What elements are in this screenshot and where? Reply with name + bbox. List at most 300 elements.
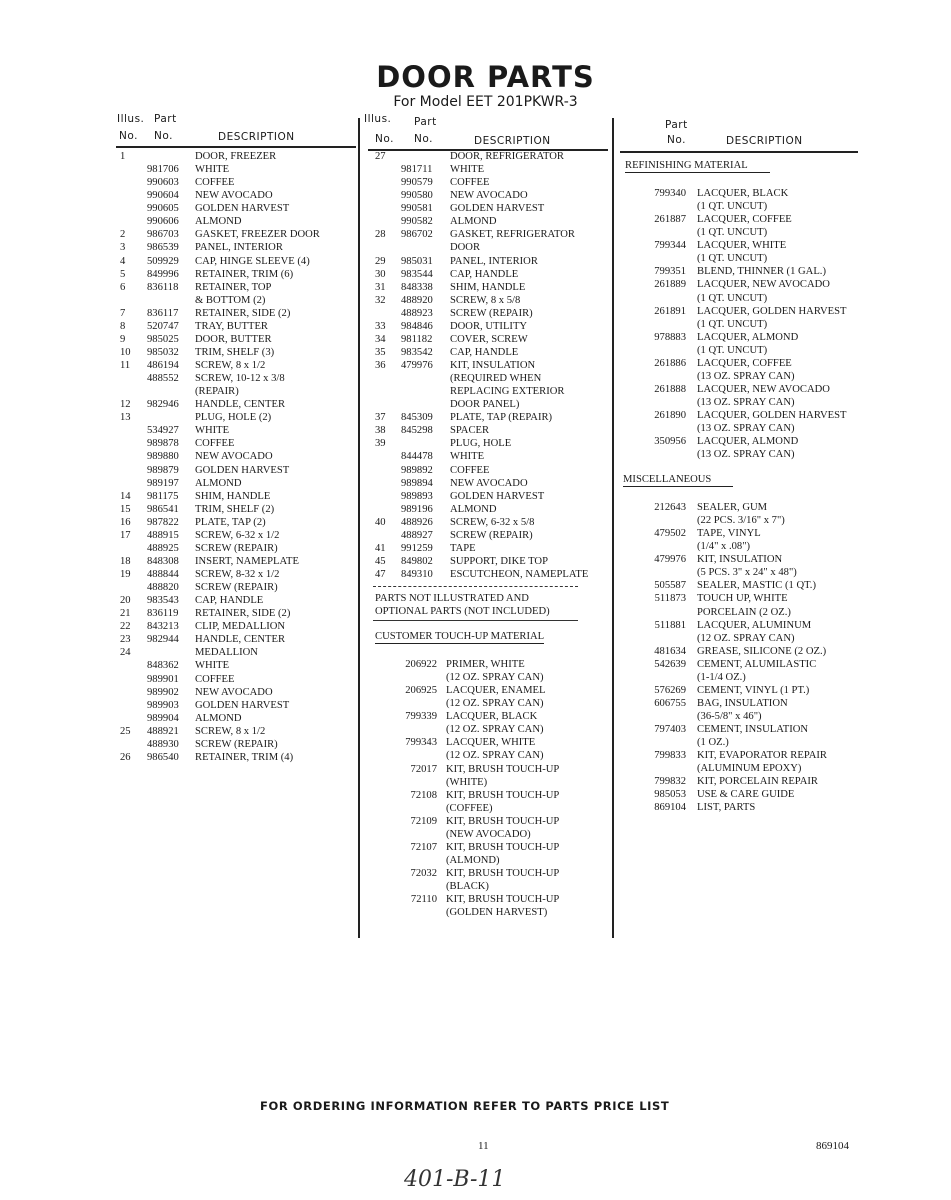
illus-header: Illus. — [364, 113, 392, 125]
part-number: 989902 — [147, 686, 179, 698]
part-number: 488927 — [401, 529, 433, 541]
parts-row — [0, 527, 951, 540]
page-title: DOOR PARTS — [376, 60, 595, 94]
description: LACQUER, COFFEE — [697, 357, 792, 369]
illus-number: 36 — [375, 360, 386, 371]
description: NEW AVOCADO — [195, 190, 273, 202]
header-rule — [620, 151, 858, 153]
parts-row — [0, 278, 951, 291]
description: LIST, PARTS — [697, 802, 756, 814]
description: NEW AVOCADO — [195, 686, 273, 698]
part-number: 488926 — [401, 516, 433, 528]
part-number: 72107 — [410, 841, 437, 853]
refinishing-list — [0, 187, 951, 461]
description: ALMOND — [195, 712, 242, 724]
description: SHIM, HANDLE — [450, 281, 526, 293]
description: NEW AVOCADO — [450, 190, 528, 202]
part-number: 990603 — [147, 177, 179, 189]
description: RETAINER, TOP — [195, 281, 272, 293]
description: CEMENT, INSULATION — [697, 724, 809, 736]
part-number: 989893 — [401, 490, 433, 502]
part-number: 72109 — [410, 815, 437, 827]
description: CAP, HINGE SLEEVE (4) — [195, 255, 310, 267]
part-no-header: No. — [154, 130, 173, 142]
description: (36-5/8" x 46") — [697, 711, 762, 722]
illus-number: 29 — [375, 255, 386, 267]
parts-row — [0, 409, 951, 422]
part-number: 990581 — [401, 203, 433, 215]
part-number: 848308 — [147, 555, 179, 567]
part-number: 843213 — [147, 621, 179, 633]
part-number: 989880 — [147, 451, 179, 463]
part-number: 799833 — [654, 750, 686, 762]
part-number: 989904 — [147, 712, 179, 724]
parts-row — [0, 723, 951, 736]
description: (ALMOND) — [446, 854, 500, 866]
parts-row — [0, 383, 951, 396]
description: (NEW AVOCADO) — [446, 828, 531, 840]
part-number: 488923 — [401, 307, 433, 319]
description: SUPPORT, DIKE TOP — [450, 555, 548, 567]
description: (12 OZ. SPRAY CAN) — [446, 724, 544, 736]
part-number: 986703 — [147, 229, 179, 241]
description: NEW AVOCADO — [450, 477, 528, 489]
parts-row — [0, 671, 951, 684]
parts-row — [0, 762, 951, 775]
description: KIT, BRUSH TOUCH-UP — [446, 894, 560, 906]
parts-row — [0, 370, 951, 383]
description: KIT, PORCELAIN REPAIR — [697, 776, 818, 788]
part-number: 982946 — [147, 399, 179, 411]
part-number: 986541 — [147, 503, 179, 515]
description-header: DESCRIPTION — [218, 131, 295, 143]
description: (REPAIR) — [195, 386, 239, 398]
part-no-header: No. — [414, 133, 433, 145]
description: WHITE — [195, 164, 230, 176]
part-number: 799832 — [654, 776, 686, 788]
description: DOOR, BUTTER — [195, 333, 272, 345]
part-number: 799351 — [654, 266, 686, 278]
description: KIT, BRUSH TOUCH-UP — [446, 763, 560, 775]
description: PLATE, TAP (REPAIR) — [450, 412, 553, 424]
part-number: 986702 — [401, 229, 433, 241]
parts-row — [0, 566, 951, 579]
part-number: 479976 — [401, 360, 433, 371]
parts-row — [0, 867, 612, 880]
description: SCREW (REPAIR) — [195, 582, 278, 594]
part-number: 989892 — [401, 464, 433, 476]
description: CAP, HANDLE — [450, 346, 519, 358]
part-number: 799340 — [654, 188, 686, 199]
description: GOLDEN HARVEST — [195, 464, 290, 476]
description: TOUCH UP, WHITE — [697, 593, 788, 605]
description: LACQUER, ENAMEL — [446, 685, 546, 697]
part-number: 488820 — [147, 582, 179, 594]
description: SCREW (REPAIR) — [195, 738, 278, 750]
illus-number: 17 — [120, 529, 131, 541]
description: SCREW (REPAIR) — [450, 307, 533, 319]
part-number: 836117 — [147, 307, 179, 319]
parts-row — [0, 435, 951, 448]
part-number: 990580 — [401, 190, 433, 202]
description: LACQUER, WHITE — [697, 240, 787, 252]
description: REPLACING EXTERIOR — [450, 386, 565, 398]
part-number: 261890 — [654, 410, 686, 422]
handwritten-annotation: 401-B-11 — [404, 1167, 506, 1192]
illus-number: 2 — [120, 229, 126, 241]
description: (5 PCS. 3" x 24" x 48") — [697, 567, 797, 579]
part-number: 982944 — [147, 634, 179, 646]
part-number: 983544 — [401, 268, 433, 280]
description-header: DESCRIPTION — [726, 135, 803, 147]
illus-number: 39 — [375, 438, 386, 450]
description: INSERT, NAMEPLATE — [195, 555, 299, 567]
part-number: 576269 — [654, 684, 686, 696]
description: SCREW, 8 x 1/2 — [195, 360, 266, 371]
parts-row — [0, 163, 612, 176]
illus-number: 47 — [375, 569, 386, 580]
part-number: 849996 — [147, 268, 179, 280]
parts-row — [0, 540, 951, 553]
description: (1 OZ.) — [697, 737, 729, 749]
description: (1 QT. UNCUT) — [697, 292, 768, 304]
description: LACQUER, BLACK — [446, 711, 538, 723]
description: WHITE — [450, 164, 485, 176]
description: (1 QT. UNCUT) — [697, 201, 768, 213]
part-number: 206925 — [405, 685, 437, 697]
part-number: 990579 — [401, 177, 433, 189]
description: (1/4" x .08") — [697, 541, 751, 553]
part-number: 849310 — [401, 569, 433, 580]
description: KIT, EVAPORATOR REPAIR — [697, 750, 827, 762]
description: (12 OZ. SPRAY CAN) — [697, 632, 795, 644]
description: SCREW, 8 x 1/2 — [195, 725, 266, 737]
description: (BLACK) — [446, 881, 489, 893]
description: RETAINER, SIDE (2) — [195, 307, 291, 319]
illus-number: 30 — [375, 268, 386, 280]
part-number: 511873 — [654, 593, 686, 605]
parts-row — [0, 464, 612, 477]
description: (13 OZ. SPRAY CAN) — [697, 397, 795, 408]
parts-row — [0, 632, 951, 645]
description: RETAINER, TRIM (6) — [195, 268, 294, 280]
refinishing-heading: REFINISHING MATERIAL — [625, 160, 770, 173]
parts-row — [0, 150, 612, 163]
description: LACQUER, ALMOND — [697, 436, 799, 448]
illus-number: 25 — [120, 725, 131, 737]
description: (22 PCS. 3/16" x 7") — [697, 515, 785, 527]
part-number: 848338 — [401, 281, 433, 293]
parts-row — [0, 619, 951, 632]
parts-row — [0, 606, 951, 619]
optional-parts-heading: OPTIONAL PARTS (NOT INCLUDED) — [375, 606, 550, 617]
parts-row — [0, 501, 951, 514]
parts-row — [0, 906, 612, 919]
description: (1 QT. UNCUT) — [697, 344, 768, 356]
description: BAG, INSULATION — [697, 697, 788, 709]
description: SEALER, GUM — [697, 502, 768, 513]
description: GOLDEN HARVEST — [195, 699, 290, 711]
illus-number: 18 — [120, 555, 131, 567]
part-number: 981175 — [147, 490, 179, 502]
page-number: 11 — [478, 1140, 489, 1152]
description: WHITE — [195, 425, 230, 437]
part-number: 606755 — [654, 697, 686, 709]
part-number: 479976 — [654, 554, 686, 566]
description: (12 OZ. SPRAY CAN) — [446, 672, 544, 684]
description: COFFEE — [195, 673, 235, 685]
parts-row — [0, 252, 951, 265]
parts-row — [0, 292, 951, 305]
parts-row — [0, 305, 951, 318]
part-number: 350956 — [654, 436, 686, 448]
part-number: 488844 — [147, 569, 179, 580]
part-number: 845309 — [401, 412, 433, 424]
description: (13 OZ. SPRAY CAN) — [697, 449, 795, 461]
part-number: 534927 — [147, 425, 179, 437]
parts-row — [0, 815, 612, 828]
part-number: 981706 — [147, 164, 179, 176]
description: LACQUER, NEW AVOCADO — [697, 383, 830, 395]
illus-number: 10 — [120, 346, 131, 358]
description: GOLDEN HARVEST — [195, 203, 290, 215]
part-number: 985031 — [401, 255, 433, 267]
description: ALMOND — [450, 216, 497, 228]
description: TAPE — [450, 542, 476, 554]
description: SEALER, MASTIC (1 QT.) — [697, 580, 816, 592]
illus-number: 38 — [375, 425, 386, 437]
description: (1 QT. UNCUT) — [697, 318, 768, 330]
parts-row — [0, 331, 951, 344]
parts-row — [0, 775, 951, 788]
illus-number: 5 — [120, 268, 126, 280]
part-number: 989901 — [147, 673, 179, 685]
illus-number: 37 — [375, 412, 386, 424]
ordering-note: FOR ORDERING INFORMATION REFER TO PARTS PRICE LIST — [260, 1099, 670, 1113]
parts-row — [0, 357, 951, 370]
part-number: 488920 — [401, 294, 433, 306]
description: LACQUER, ALUMINUM — [697, 619, 812, 631]
part-number: 72017 — [410, 763, 437, 775]
parts-row — [0, 841, 612, 854]
part-number: 990605 — [147, 203, 179, 215]
description: COVER, SCREW — [450, 333, 528, 345]
description: (ALUMINUM EPOXY) — [697, 763, 802, 775]
part-number: 261888 — [654, 383, 686, 395]
document-number: 869104 — [816, 1140, 849, 1152]
description: HANDLE, CENTER — [195, 634, 286, 646]
parts-row — [0, 749, 951, 762]
description: PRIMER, WHITE — [446, 659, 525, 670]
illus-number: 22 — [120, 621, 131, 633]
description: PLUG, HOLE — [450, 438, 512, 450]
description: CEMENT, ALUMILASTIC — [697, 658, 817, 670]
illus-number: 19 — [120, 569, 131, 580]
part-number: 983542 — [401, 346, 433, 358]
part-number: 799343 — [405, 737, 437, 749]
illus-number: 12 — [120, 399, 131, 411]
parts-row — [0, 893, 612, 906]
description: TRAY, BUTTER — [195, 320, 268, 332]
parts-row — [0, 187, 951, 200]
description: SCREW (REPAIR) — [195, 542, 278, 554]
illus-number: 21 — [120, 608, 131, 620]
description: (COFFEE) — [446, 802, 493, 814]
part-number: 206922 — [405, 659, 437, 670]
part-number: 488921 — [147, 725, 179, 737]
part-number: 486194 — [147, 360, 179, 371]
description: USE & CARE GUIDE — [697, 789, 795, 801]
illus-number: 27 — [375, 151, 386, 162]
description: SCREW, 6-32 x 1/2 — [195, 529, 280, 541]
not-illustrated-heading: PARTS NOT ILLUSTRATED AND — [375, 593, 529, 604]
description: RETAINER, SIDE (2) — [195, 608, 291, 620]
description: PLUG, HOLE (2) — [195, 412, 272, 424]
part-number: 869104 — [654, 802, 686, 814]
description: SCREW, 8 x 5/8 — [450, 294, 521, 306]
description: COFFEE — [195, 438, 235, 450]
part-number: 488552 — [147, 373, 179, 385]
illus-number: 6 — [120, 281, 126, 293]
parts-row — [0, 880, 612, 893]
description: SHIM, HANDLE — [195, 490, 271, 502]
part-number: 797403 — [654, 724, 686, 736]
part-number: 849802 — [401, 555, 433, 567]
part-number: 72110 — [410, 894, 437, 906]
description: TRIM, SHELF (2) — [195, 503, 275, 515]
illus-number: 45 — [375, 555, 386, 567]
part-number: 845298 — [401, 425, 433, 437]
illus-number: 32 — [375, 294, 386, 306]
description: COFFEE — [195, 177, 235, 189]
part-number: 989903 — [147, 699, 179, 711]
description: LACQUER, GOLDEN HARVEST — [697, 410, 847, 422]
part-number: 479502 — [654, 528, 686, 540]
part-number: 978883 — [654, 331, 686, 343]
parts-row — [0, 265, 951, 278]
description-header: DESCRIPTION — [474, 135, 551, 147]
part-no-header: No. — [667, 134, 686, 146]
parts-row — [0, 854, 612, 867]
description: DOOR, REFRIGERATOR — [450, 151, 564, 162]
description: KIT, BRUSH TOUCH-UP — [446, 789, 560, 801]
parts-row — [0, 396, 951, 409]
description: COFFEE — [450, 177, 490, 189]
illus-number: 23 — [120, 634, 131, 646]
part-number: 481634 — [654, 645, 686, 657]
description: BLEND, THINNER (1 GAL.) — [697, 266, 826, 278]
parts-row — [0, 318, 951, 331]
illus-number: 31 — [375, 281, 386, 293]
part-number: 844478 — [401, 451, 433, 463]
illus-number: 7 — [120, 307, 126, 319]
description: (WHITE) — [446, 776, 488, 788]
description: KIT, INSULATION — [697, 554, 783, 566]
description: HANDLE, CENTER — [195, 399, 286, 411]
description: WHITE — [450, 451, 485, 463]
description: SCREW, 10-12 x 3/8 — [195, 373, 285, 385]
part-number: 989879 — [147, 464, 179, 476]
description: (1 QT. UNCUT) — [697, 227, 768, 239]
part-header: Part — [154, 113, 177, 125]
illus-number: 4 — [120, 255, 126, 267]
parts-row — [0, 448, 951, 461]
illus-number: 35 — [375, 346, 386, 358]
illus-number: 3 — [120, 242, 126, 254]
description: ESCUTCHEON, NAMEPLATE — [450, 569, 589, 580]
description: KIT, INSULATION — [450, 360, 536, 371]
illus-number: 41 — [375, 542, 386, 554]
description: TRIM, SHELF (3) — [195, 346, 275, 358]
description: PLATE, TAP (2) — [195, 516, 266, 528]
part-number: 985025 — [147, 333, 179, 345]
header-rule — [116, 146, 356, 148]
part-number: 261889 — [654, 279, 686, 291]
part-number: 990604 — [147, 190, 179, 202]
illus-number: 26 — [120, 751, 131, 763]
parts-row — [0, 422, 951, 435]
illus-number: 15 — [120, 503, 131, 515]
part-number: 72032 — [410, 868, 437, 879]
illus-number: 16 — [120, 516, 131, 528]
part-number: 72108 — [410, 789, 437, 801]
description: COFFEE — [450, 464, 490, 476]
part-number: 987822 — [147, 516, 179, 528]
illus-number: 20 — [120, 595, 131, 607]
description: LACQUER, BLACK — [697, 188, 789, 199]
parts-row — [0, 645, 951, 658]
description: DOOR — [450, 242, 481, 254]
description: SCREW, 8-32 x 1/2 — [195, 569, 280, 580]
description: PORCELAIN (2 OZ.) — [697, 606, 791, 618]
description: (1 QT. UNCUT) — [697, 253, 768, 265]
parts-row — [0, 514, 951, 527]
part-number: 511881 — [654, 619, 686, 631]
description: LACQUER, COFFEE — [697, 214, 792, 226]
part-number: 488915 — [147, 529, 179, 541]
description: CEMENT, VINYL (1 PT.) — [697, 684, 810, 696]
part-number: 799339 — [405, 711, 437, 723]
description: (13 OZ. SPRAY CAN) — [697, 370, 795, 382]
illus-number: 13 — [120, 412, 131, 424]
parts-row — [0, 697, 951, 710]
description: CAP, HANDLE — [450, 268, 519, 280]
part-number: 488930 — [147, 738, 179, 750]
description: ALMOND — [195, 477, 242, 489]
description: ALMOND — [195, 216, 242, 228]
part-number: 990582 — [401, 216, 433, 228]
part-number: 989196 — [401, 503, 433, 515]
part-number: 986540 — [147, 751, 179, 763]
miscellaneous-list — [0, 501, 951, 815]
part-number: 985032 — [147, 346, 179, 358]
part-header: Part — [665, 119, 688, 131]
description: DOOR, UTILITY — [450, 320, 528, 332]
parts-row — [0, 226, 951, 239]
parts-row — [0, 684, 951, 697]
description: CAP, HANDLE — [195, 595, 264, 607]
parts-row — [0, 828, 612, 841]
illus-number: 24 — [120, 647, 131, 659]
description: CLIP, MEDALLION — [195, 621, 286, 633]
part-number: 991259 — [401, 542, 433, 554]
illus-number: 8 — [120, 320, 126, 332]
description: GOLDEN HARVEST — [450, 203, 545, 215]
part-number: 505587 — [654, 580, 686, 592]
parts-row — [0, 553, 951, 566]
part-number: 542639 — [654, 658, 686, 670]
parts-row — [0, 788, 951, 801]
